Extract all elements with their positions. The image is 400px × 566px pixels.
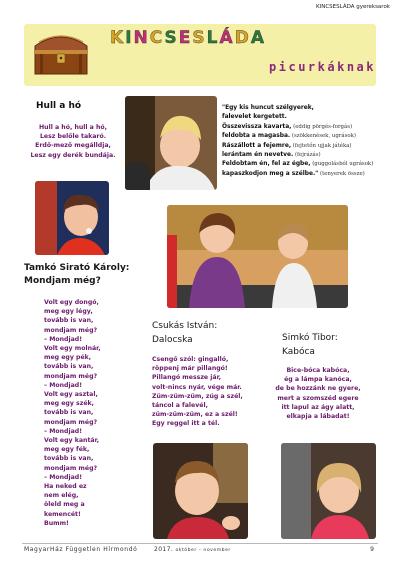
photo-boy-red-shirt	[35, 181, 109, 255]
poem-line: kemencét!	[44, 510, 81, 518]
poem-line: táncol a falevél,	[152, 402, 208, 410]
issue-date	[154, 546, 231, 553]
rhyme-text: lerántam én nevetve.	[222, 152, 294, 159]
poem-stanza	[28, 123, 118, 160]
poem-line: Volt egy dongó,	[44, 299, 99, 306]
poem-line: meg egy pék,	[44, 354, 92, 362]
poem-line: nem elég,	[44, 492, 79, 500]
poem-line: de be hozzánk ne gyere,	[275, 385, 361, 393]
poem-stanza	[152, 355, 243, 429]
brand-letter: E	[178, 28, 193, 48]
brand-letter: C	[149, 28, 165, 48]
rhyme-direction: (eddig pörgés-forgás)	[291, 123, 353, 130]
poem-line: Pillangó messze jár,	[152, 374, 222, 382]
poem-line: Bice-bóca kabóca,	[286, 367, 350, 374]
poem-stanza	[262, 366, 374, 421]
poem-line: Bumm!	[44, 519, 69, 527]
poem-line: Ha neked ez	[44, 483, 87, 491]
rhyme-line	[222, 123, 382, 132]
rhyme-line	[222, 160, 382, 169]
brand-letter: A	[250, 28, 266, 48]
poem-line: Züm-züm-züm, zúg a szél,	[152, 392, 243, 400]
brand-letter: S	[164, 28, 179, 48]
brand-letter: N	[133, 28, 150, 48]
brand-letter: I	[125, 28, 134, 48]
poem-line: Volt egy molnár,	[44, 345, 101, 353]
poem-line: Volt egy asztal,	[44, 391, 98, 399]
poem-line: – Mondjad!	[44, 473, 83, 481]
poem-line: öleld meg a	[44, 501, 85, 509]
poem-title: Dalocska	[152, 335, 193, 345]
rhyme-text: "Egy kis huncut szélgyerek,	[222, 105, 314, 111]
brand-title	[110, 28, 266, 48]
poem-title: Mondjam még?	[24, 276, 101, 286]
section-label: KINCSESLÁDA gyereksarok	[315, 4, 390, 10]
poem-line: Hull a hó, hull a hó,	[38, 124, 107, 131]
brand-letter: S	[192, 28, 207, 48]
rhyme-direction: (guggolásból ugrások)	[310, 161, 374, 168]
rhyme-line	[222, 104, 382, 113]
rhyme-direction: (fejrázás)	[293, 152, 321, 159]
photo-blonde-girl	[281, 443, 376, 539]
rhyme-text: falevelet kergetett.	[222, 114, 287, 121]
poem-line: mondjam még?	[44, 326, 98, 334]
rhyme-direction: (fejtetőn ujjak játéka)	[291, 142, 352, 149]
rhyme-text: Összevissza kavarta,	[222, 123, 292, 130]
page-number: 9	[370, 546, 374, 553]
poem-line: mert a szomszéd egere	[277, 394, 359, 402]
poem-line: meg egy légy,	[44, 308, 93, 316]
poem-line: Volt egy kantár,	[44, 437, 100, 445]
rhyme-direction: (szökkenések, ugrások)	[290, 133, 356, 140]
brand-letter: Á	[219, 28, 235, 48]
poem-line: Egy reggel itt a tél.	[152, 420, 220, 428]
brand-subtitle: picurkáknak	[269, 60, 376, 74]
rhyme-text: Rászállott a fejemre,	[222, 142, 292, 149]
rhyme-text: Feldobtam én, fel az égbe,	[222, 161, 311, 168]
rhyme-text: feldobta a magasba.	[222, 133, 291, 140]
poem-line: mondjam még?	[44, 464, 98, 472]
poem-title: Kabóca	[282, 347, 315, 357]
rhyme-line	[222, 170, 382, 179]
rhyme-line	[222, 151, 382, 160]
poem-line: elkapja a lábadat!	[286, 413, 350, 421]
poem-author: Simkó Tibor:	[282, 333, 338, 343]
photo-blond-boy	[125, 96, 217, 190]
issue-year: 2017.	[154, 546, 174, 553]
rhyme-line	[222, 113, 382, 122]
poem-line: Lesz belőle takaró.	[39, 133, 107, 141]
poem-line: ég a lámpa kanóca,	[284, 376, 352, 384]
poem-line: röppenj már pillangó!	[152, 365, 228, 373]
poem-line: itt lapul az ágy alatt,	[281, 403, 355, 411]
action-rhyme	[222, 104, 382, 179]
poem-author: Csukás István:	[152, 321, 218, 331]
rhyme-line	[222, 142, 382, 151]
poem-line: meg egy fék,	[44, 446, 90, 454]
photo-toddler	[153, 443, 248, 539]
poem-line: meg egy szék,	[44, 400, 94, 408]
photo-two-girls	[167, 205, 348, 308]
poem-line: – Mondjad!	[44, 427, 83, 435]
poem-line: Erdő-mező megálldja,	[35, 142, 111, 150]
poem-line: – Mondjad!	[44, 335, 83, 343]
poem-line: tovább is van,	[44, 455, 94, 463]
brand-letter: D	[234, 28, 251, 48]
poem-line: züm-züm-züm, ez a szél!	[152, 411, 238, 419]
poem-line: tovább is van,	[44, 363, 94, 371]
publication-name: MagyarHáz Független Hírmondó	[24, 546, 138, 553]
poem-line: mondjam még?	[44, 418, 98, 426]
poem-line: tovább is van,	[44, 317, 94, 325]
issue-months: október – november	[175, 548, 231, 553]
brand-letter: K	[110, 28, 126, 48]
poem-author: Tamkó Sirató Károly:	[24, 263, 130, 273]
poem-line: volt-nincs nyár, vége már.	[152, 383, 242, 391]
rhyme-text: kapaszkodjon meg a szélbe."	[222, 170, 319, 177]
brand-letter: L	[206, 28, 220, 48]
poem-line: Csengő szól: gingalló,	[152, 356, 229, 363]
poem-stanza	[44, 298, 101, 528]
poem-line: tovább is van,	[44, 409, 94, 417]
poem-title: Hull a hó	[36, 101, 82, 111]
poem-line: Lesz egy derék bundája.	[30, 151, 116, 159]
rhyme-line	[222, 132, 382, 141]
poem-line: – Mondjad!	[44, 381, 83, 389]
poem-line: mondjam még?	[44, 372, 98, 380]
rhyme-direction: (tenyerek össze)	[318, 170, 365, 177]
page-footer	[22, 543, 378, 557]
